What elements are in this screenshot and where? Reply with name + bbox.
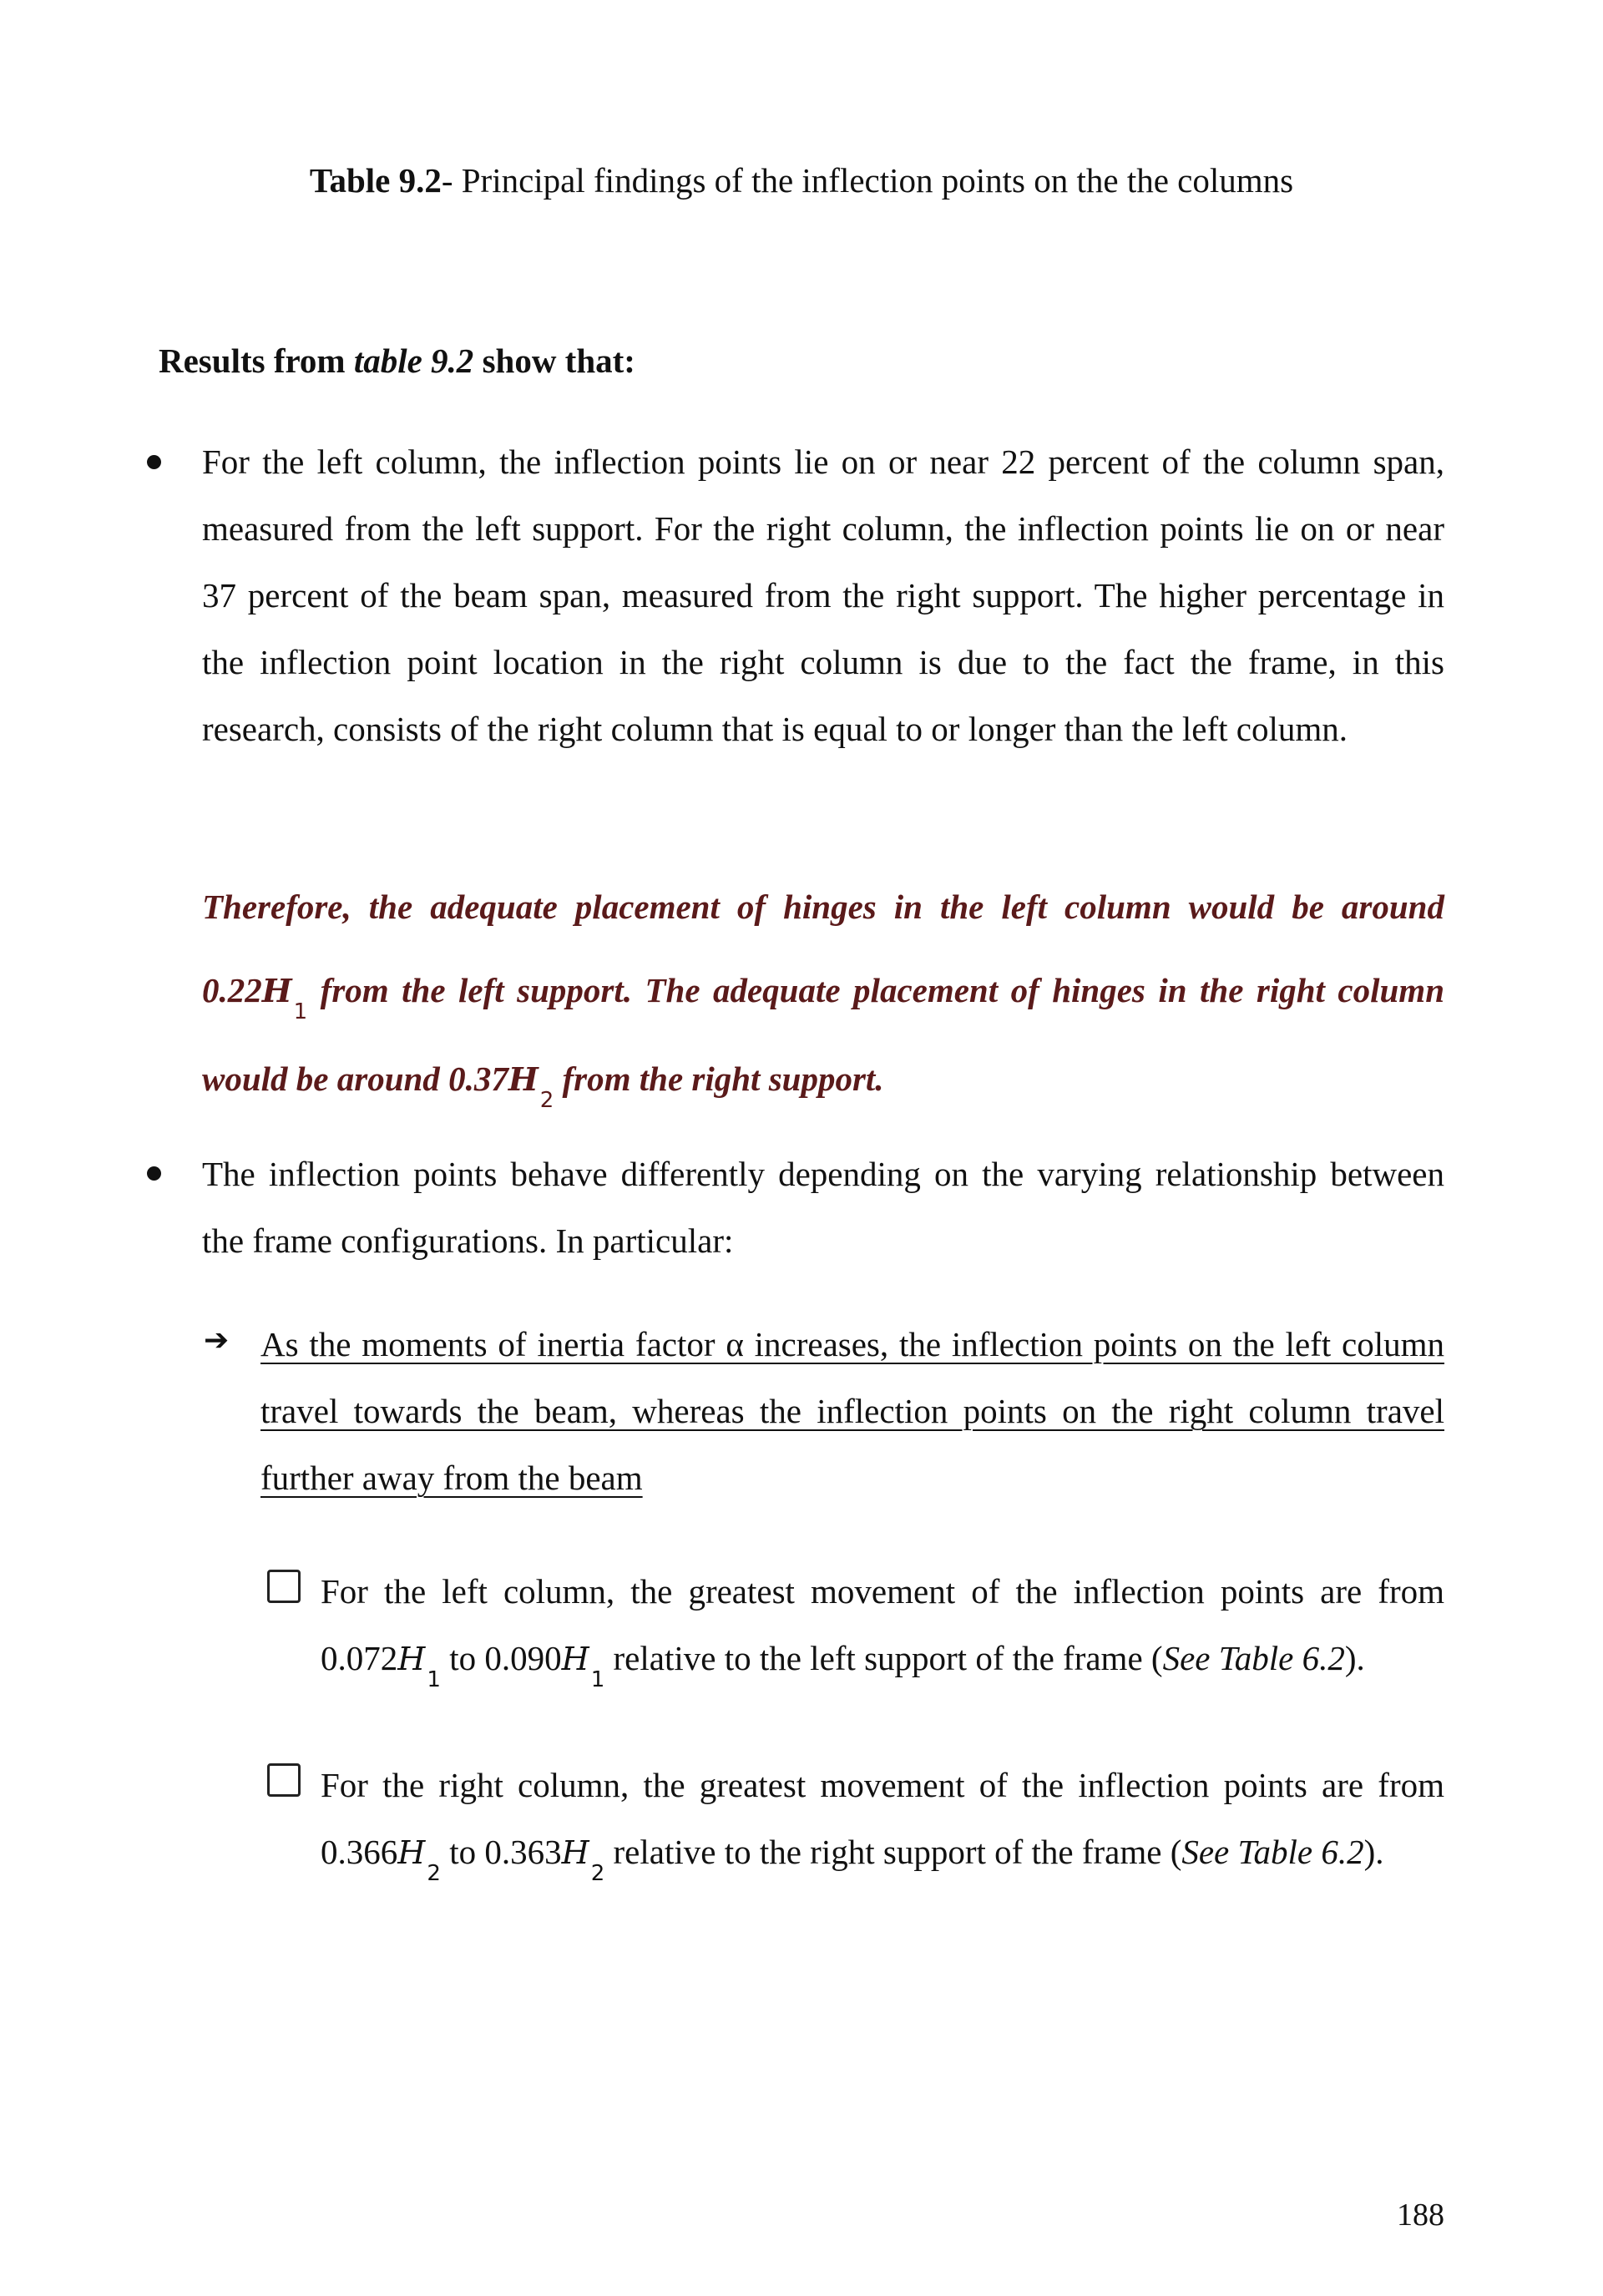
check2-subscript-1: 2 (427, 1861, 441, 1886)
emphasis-part-2: from the left support. The adequate placement of hinges in the right column would be around (202, 971, 1444, 1098)
conclusion-emphasis (202, 865, 1444, 1125)
check2-symbol-2: H (561, 1834, 589, 1871)
check1-subscript-2: 1 (590, 1667, 605, 1692)
check1-end: ). (1344, 1639, 1365, 1677)
check1-value-1: 0.072 (321, 1639, 398, 1677)
emphasis-part-3: from the right support. (554, 1059, 884, 1098)
results-intro (159, 337, 635, 384)
bullet-paragraph-2: The inflection points behave differently depending on the varying relationship between the frame configurations. In particular: (202, 1155, 1444, 1260)
check2-value-2: 0.363 (484, 1833, 562, 1871)
arrow-item-text: As the moments of inertia factor α increases, the inflection points on the left column travel towards the beam, whereas the inflection points on the right column travel further away from the beam (260, 1325, 1444, 1497)
check2-symbol-1: H (397, 1834, 426, 1871)
page-number: 188 (1397, 2197, 1444, 2233)
check1-pre: For the left column, the greatest movement of the inflection points are from (321, 1572, 1444, 1611)
intro-pre: Results from (159, 341, 354, 380)
check2-end: ). (1363, 1833, 1384, 1871)
bullet-dot-2 (147, 1166, 161, 1181)
check2-pre: For the right column, the greatest movement of the inflection points are from (321, 1766, 1444, 1804)
check1-mid: to (440, 1639, 485, 1677)
check2-mid: to (440, 1833, 485, 1871)
table-caption (0, 157, 1603, 204)
checkbox-icon (267, 1763, 301, 1797)
intro-table-ref: table 9.2 (353, 341, 474, 380)
emphasis-value-1: 0.22 (202, 971, 262, 1009)
check2-post: relative to the right support of the frame ( (604, 1833, 1182, 1871)
check1-symbol-2: H (561, 1641, 589, 1677)
emphasis-symbol-2: H (508, 1060, 539, 1098)
checkbox-icon (267, 1570, 301, 1603)
check1-subscript-1: 1 (427, 1667, 441, 1692)
bullet-dot-1 (147, 455, 161, 469)
emphasis-subscript-1: 1 (293, 999, 308, 1024)
emphasis-subscript-2: 2 (539, 1088, 554, 1113)
emphasis-part-1: Therefore, the adequate placement of hinges in the left column would be around (202, 888, 1444, 926)
check2-table-ref: See Table 6.2 (1181, 1833, 1364, 1871)
arrow-right-icon: ➔ (204, 1323, 230, 1358)
emphasis-symbol-1: H (261, 972, 292, 1009)
check2-subscript-2: 2 (590, 1861, 605, 1886)
checkbox-item-2 (321, 1752, 1444, 1890)
emphasis-value-2: 0.37 (448, 1059, 508, 1098)
table-caption-text: - Principal findings of the inflection points on the the columns (441, 161, 1294, 200)
check1-table-ref: See Table 6.2 (1162, 1639, 1345, 1677)
table-caption-label: Table 9.2 (309, 161, 442, 200)
check1-symbol-1: H (397, 1641, 426, 1677)
check1-value-2: 0.090 (484, 1639, 562, 1677)
check2-value-1: 0.366 (321, 1833, 398, 1871)
check1-post: relative to the left support of the frame ( (604, 1639, 1163, 1677)
checkbox-item-1 (321, 1558, 1444, 1697)
intro-post: show that: (473, 341, 635, 380)
bullet-paragraph-1: For the left column, the inflection points lie on or near 22 percent of the column span, measured from the left support. For the right column, the inflection points lie on or near 37 percent of the beam span, measured from the right support. The higher percentage in the inflection point location in the right column is due to the fact the frame, in this research, consists of the right column that is equal to or longer than the left column. (202, 443, 1444, 748)
